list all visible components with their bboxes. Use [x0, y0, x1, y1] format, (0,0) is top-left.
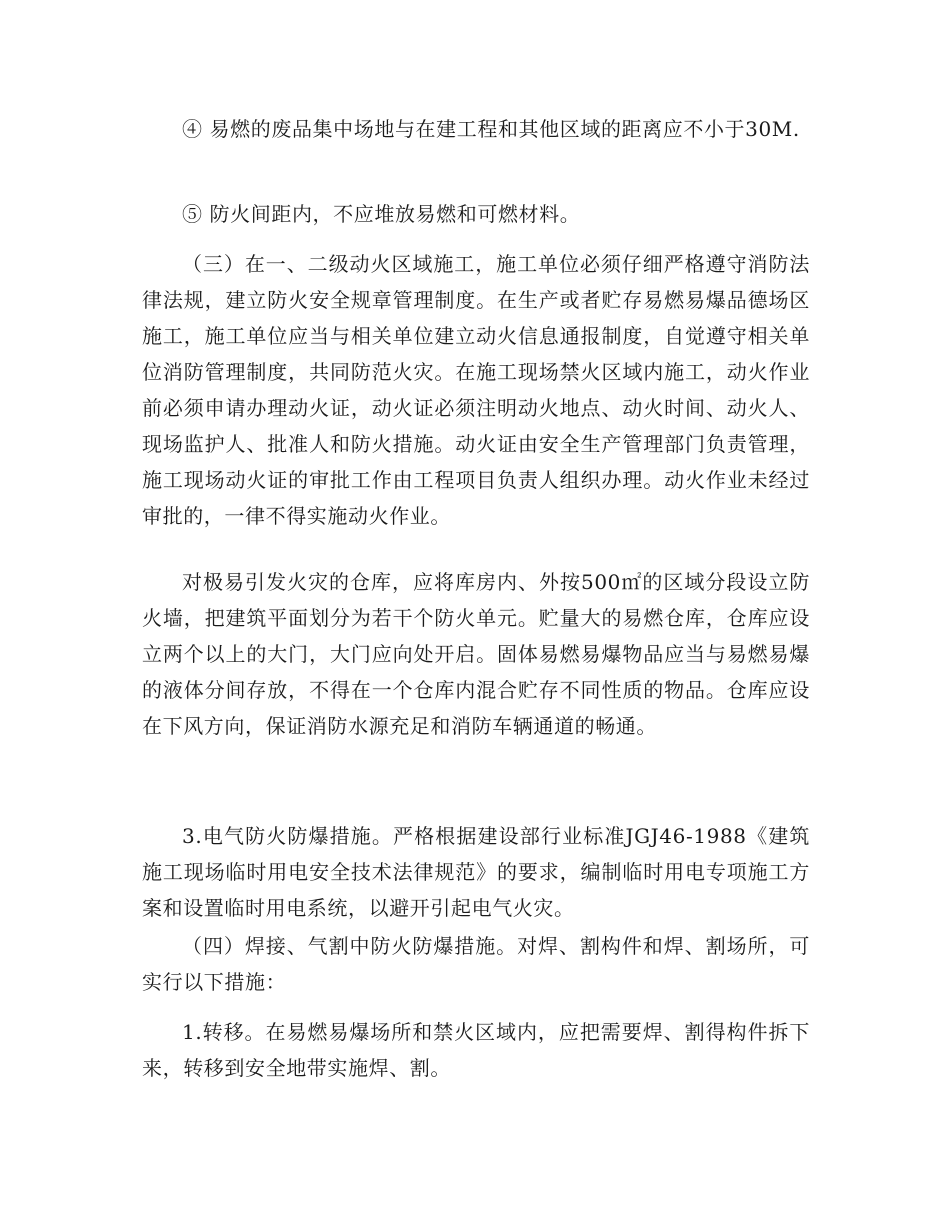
paragraph-hot-work-zone: （三）在一、二级动火区域施工，施工单位必须仔细严格遵守消防法律法规，建立防火安全规章管理制度。在生产或者贮存易燃易爆品德场区施工，施工单位应当与相关单位建立动火信息通报制度，自觉遵守相关单位消防管理制度，共同防范火灾。在施工现场禁火区域内施工，动火作业前必须申请办理动火证，动火证必须注明动火地点、动火时间、动火人、现场监护人、批准人和防火措施。动火证由安全生产管理部门负责管理，施工现场动火证的审批工作由工程项目负责人组织办理。动火作业未经过审批的，一律不得实施动火作业。: [142, 252, 810, 528]
paragraph-transfer: 1.转移。在易燃易爆场所和禁火区域内，应把需要焊、割得构件拆下来，转移到安全地带实施焊、割。: [142, 1020, 810, 1080]
paragraph-electrical-fire: 3.电气防火防爆措施。严格根据建设部行业标准JGJ46-1988《建筑施工现场临时用电安全技术法律规范》的要求，编制临时用电专项施工方案和设置临时用电系统，以避开引起电气火灾。: [142, 824, 810, 920]
paragraph-waste-site-distance: ④ 易燃的废品集中场地与在建工程和其他区域的距离应不小于30M.: [182, 117, 800, 141]
paragraph-welding-measures: （四）焊接、气割中防火防爆措施。对焊、割构件和焊、割场所，可实行以下措施：: [142, 934, 810, 994]
paragraph-fire-spacing: ⑤ 防火间距内，不应堆放易燃和可燃材料。: [182, 202, 581, 226]
paragraph-warehouse: 对极易引发火灾的仓库，应将库房内、外按500㎡的区域分段设立防火墙，把建筑平面划分为若干个防火单元。贮量大的易燃仓库，仓库应设立两个以上的大门，大门应向处开启。固体易燃易爆物品应当与易燃易爆的液体分间存放，不得在一个仓库内混合贮存不同性质的物品。仓库应设在下风方向，保证消防水源充足和消防车辆通道的畅通。: [142, 570, 810, 738]
